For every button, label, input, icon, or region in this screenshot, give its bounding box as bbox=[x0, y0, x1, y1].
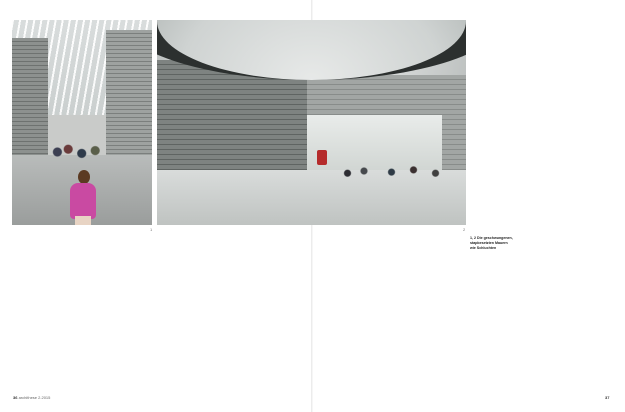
magazine-issue: archithese 2.2015 bbox=[18, 395, 51, 400]
child-head bbox=[78, 170, 90, 184]
right-footer bbox=[605, 395, 609, 400]
left-footer bbox=[13, 395, 50, 400]
photo-corridor-child bbox=[12, 20, 152, 225]
child-pink-shirt bbox=[70, 183, 96, 219]
red-object bbox=[317, 150, 327, 165]
left-page-number: 36 bbox=[13, 395, 18, 400]
child-legs bbox=[75, 216, 91, 225]
photo-caption bbox=[470, 236, 514, 251]
photo1-number: 1 bbox=[150, 227, 153, 232]
photo-circular-courtyard bbox=[157, 20, 466, 225]
photo2-number: 2 bbox=[463, 227, 466, 232]
caption-lead: 1, 2 Die geschwungenen, stapbesetzten Mauern wie Schluchten bbox=[470, 236, 513, 250]
right-page-number: 37 bbox=[605, 395, 610, 400]
visitors-group bbox=[342, 160, 452, 182]
crowd-figures bbox=[52, 138, 106, 166]
